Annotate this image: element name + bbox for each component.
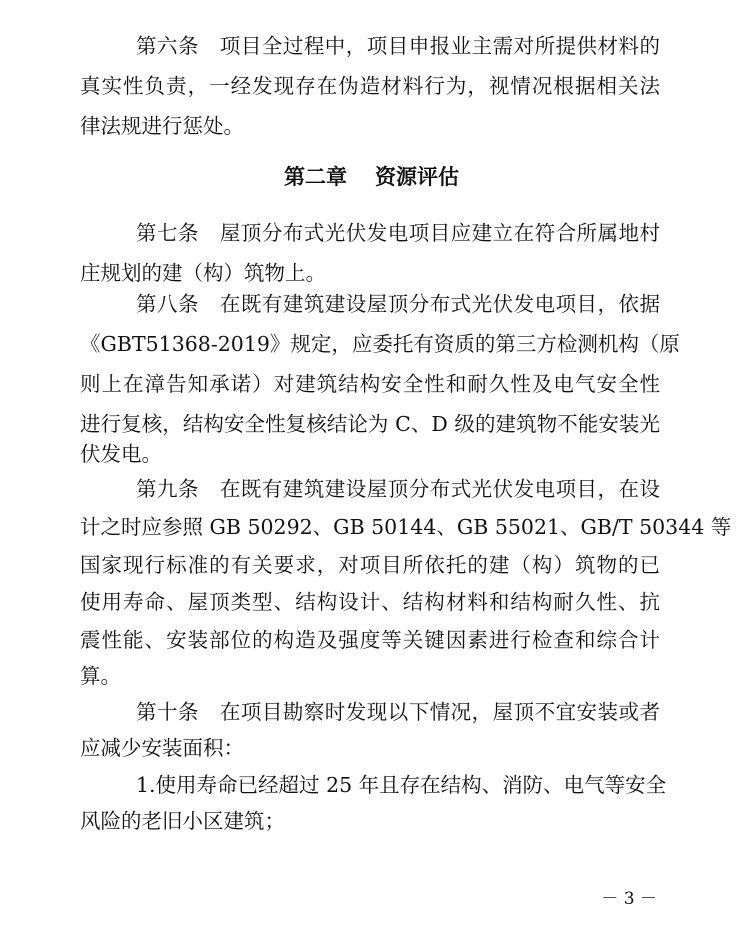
article10-line-2: 应减少安装面积： — [80, 736, 244, 760]
item1-line-2: 风险的老旧小区建筑； — [80, 809, 285, 833]
article7-line-2: 庄规划的建（构）筑物上。 — [80, 261, 326, 285]
article10-line-1: 第十条 在项目勘察时发现以下情况，屋顶不宜安装或者 — [136, 700, 660, 724]
page-number: － 3 － — [601, 889, 657, 909]
article6-line-3: 律法规进行惩处。 — [80, 114, 244, 138]
article8-line-5: 伏发电。 — [80, 442, 162, 466]
chapter-number: 第二章 — [284, 165, 347, 189]
article9-line-2: 计之时应参照 GB 50292、GB 50144、GB 55021、GB/T 50344 等 — [80, 515, 732, 539]
article9-line-5: 震性能、安装部位的构造及强度等关键因素进行检查和综合计 — [80, 628, 660, 652]
article8-line-2: 《GBT51368-2019》规定，应委托有资质的第三方检测机构（原 — [80, 332, 680, 356]
article9-line-4: 使用寿命、屋顶类型、结构设计、结构材料和结构耐久性、抗 — [80, 590, 660, 614]
article6-line-1: 第六条 项目全过程中，项目申报业主需对所提供材料的 — [136, 34, 660, 58]
article8-line-1: 第八条 在既有建筑建设屋顶分布式光伏发电项目，依据 — [136, 292, 660, 316]
item1-line-1: 1.使用寿命已经超过 25 年且存在结构、消防、电气等安全 — [136, 773, 667, 797]
chapter-heading — [0, 157, 743, 197]
chapter-title: 资源评估 — [375, 165, 459, 189]
article8-line-3: 则上在漳告知承诺）对建筑结构安全性和耐久性及电气安全性 — [80, 372, 660, 396]
article9-line-6: 算。 — [80, 664, 121, 688]
article9-line-1: 第九条 在既有建筑建设屋顶分布式光伏发电项目，在设 — [136, 477, 660, 501]
article8-line-4: 进行复核，结构安全性复核结论为 C、D 级的建筑物不能安装光 — [80, 412, 660, 436]
article7-line-1: 第七条 屋顶分布式光伏发电项目应建立在符合所属地村 — [136, 221, 660, 245]
article6-line-2: 真实性负责，一经发现存在伪造材料行为，视情况根据相关法 — [80, 74, 660, 98]
article9-line-3: 国家现行标准的有关要求，对项目所依托的建（构）筑物的已 — [80, 553, 660, 577]
